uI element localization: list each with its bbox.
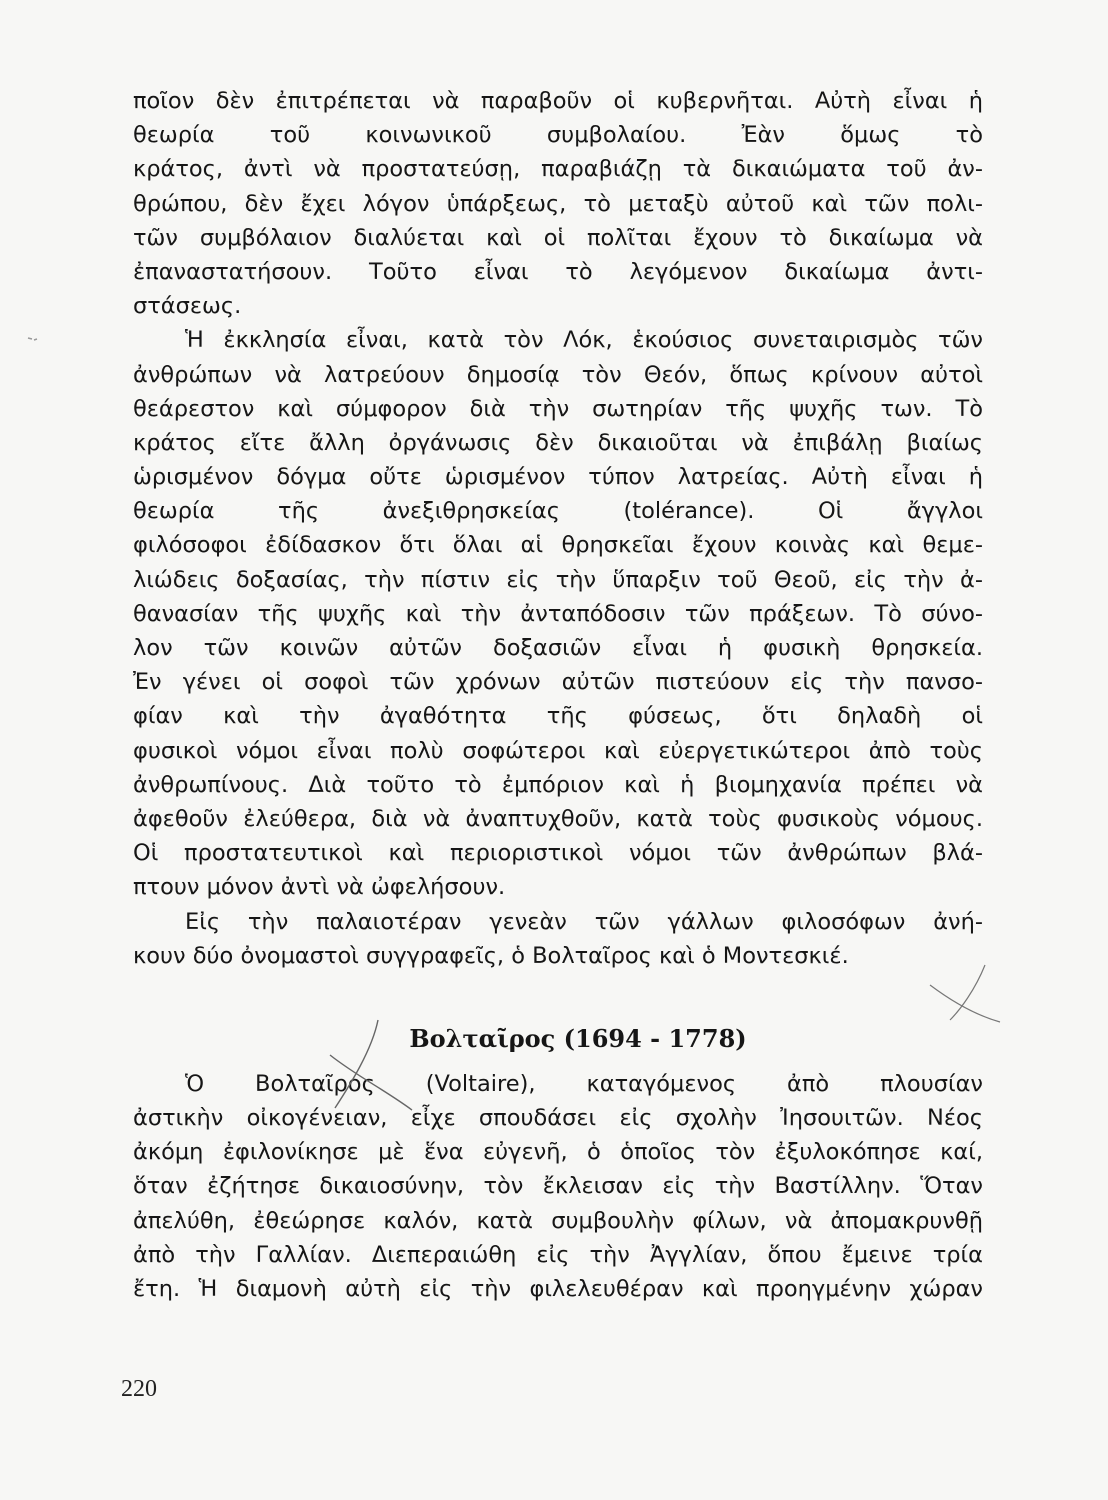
text-line: θεωρία τοῦ κοινωνικοῦ συμβολαίου. Ἐὰν ὅμως τὸ [133,122,983,149]
text-line: Ἐν γένει οἱ σοφοὶ τῶν χρόνων αὐτῶν πιστεύουν εἰς τὴν πανσο- [133,669,983,696]
section-gap [133,973,983,1011]
text-line: θεάρεστον καὶ σύμφορον διὰ τὴν σωτηρίαν τῆς ψυχῆς των. Τὸ [133,395,983,422]
paragraph-older-generation [133,905,983,973]
text-line: ἀπελύθη, ἐθεώρησε καλόν, κατὰ συμβουλὴν φίλων, νὰ ἀπομακρυνθῇ [133,1207,983,1234]
text-line: ἐπαναστατήσουν. Τοῦτο εἶναι τὸ λεγόμενον δικαίωμα ἀντι- [133,258,983,285]
text-line: στάσεως. [133,293,242,320]
text-line: λον τῶν κοινῶν αὐτῶν δοξασιῶν εἶναι ἡ φυσικὴ θρησκεία. [133,635,983,661]
page-number: 220 [121,1376,157,1402]
text-line: πτουν μόνον ἀντὶ νὰ ὠφελήσουν. [133,874,506,901]
text-line: θρώπου, δὲν ἔχει λόγον ὑπάρξεως, τὸ μεταξὺ αὐτοῦ καὶ τῶν πολι- [133,190,983,217]
text-line: ἔτη. Ἡ διαμονὴ αὐτὴ εἰς τὴν φιλελευθέραν καὶ προηγμένην χώραν [133,1276,983,1302]
text-line: κουν δύο ὀνομαστοὶ συγγραφεῖς, ὁ Βολταῖρος καὶ ὁ Μοντεσκιέ. [133,942,849,969]
text-line: ὅταν ἐζήτησε δικαιοσύνην, τὸν ἔκλεισαν εἰς τὴν Βαστίλλην. Ὅταν [133,1173,983,1200]
text-line: ἀνθρώπων νὰ λατρεύουν δημοσίᾳ τὸν Θεόν, ὅπως κρίνουν αὐτοὶ [133,361,983,388]
text-line: τῶν συμβόλαιον διαλύεται καὶ οἱ πολῖται ἔχουν τὸ δικαίωμα νὰ [133,224,983,251]
text-line: Οἱ προστατευτικοὶ καὶ περιοριστικοὶ νόμοι τῶν ἀνθρώπων βλά- [133,840,983,867]
text-line: θανασίαν τῆς ψυχῆς καὶ τὴν ἀνταπόδοσιν τῶν πράξεων. Τὸ σύνο- [133,600,983,627]
pencil-dots-margin [28,338,37,340]
text-line: θεωρία τῆς ἀνεξιθρησκείας (tolérance). Οἱ ἄγγλοι [133,498,983,525]
section-heading-voltaire: Βολταῖρος (1694 - 1778) [409,1023,747,1053]
text-line: κράτος, ἀντὶ νὰ προστατεύσῃ, παραβιάζῃ τὰ δικαιώματα τοῦ ἀν- [133,156,983,183]
text-line: κράτος εἴτε ἄλλη ὀργάνωσις δὲν δικαιοῦται νὰ ἐπιβάλῃ βιαίως [133,429,983,456]
text-line: λιώδεις δοξασίας, τὴν πίστιν εἰς τὴν ὕπαρξιν τοῦ Θεοῦ, εἰς τὴν ἀ- [133,566,983,593]
text-block [133,84,983,1306]
text-line: Εἰς τὴν παλαιοτέραν γενεὰν τῶν γάλλων φιλοσόφων ἀνή- [185,908,983,935]
paragraph-church-tolerance [133,323,983,904]
paragraph-social-contract [133,84,983,323]
text-line: ἀστικὴν οἰκογένειαν, εἶχε σπουδάσει εἰς σχολὴν Ἰησουιτῶν. Νέος [133,1105,983,1132]
text-line: ποῖον δὲν ἐπιτρέπεται νὰ παραβοῦν οἱ κυβερνῆται. Αὐτὴ εἶναι ἡ [133,88,983,114]
text-line: φιλόσοφοι ἐδίδασκον ὅτι ὅλαι αἱ θρησκεῖαι ἔχουν κοινὰς καὶ θεμε- [133,532,983,559]
text-line: Ὁ Βολταῖρος (Voltaire), καταγόμενος ἀπὸ πλουσίαν [185,1070,983,1097]
text-line: Ἡ ἐκκλησία εἶναι, κατὰ τὸν Λόκ, ἑκούσιος συνεταιρισμὸς τῶν [185,327,983,354]
text-line: ἀφεθοῦν ἐλεύθερα, διὰ νὰ ἀναπτυχθοῦν, κατὰ τοὺς φυσικοὺς νόμους. [133,805,983,832]
text-line: ἀνθρωπίνους. Διὰ τοῦτο τὸ ἐμπόριον καὶ ἡ βιομηχανία πρέπει νὰ [133,771,983,798]
text-line: φίαν καὶ τὴν ἀγαθότητα τῆς φύσεως, ὅτι δηλαδὴ οἱ [133,703,983,730]
text-line: ὡρισμένον δόγμα οὔτε ὡρισμένον τύπον λατρείας. Αὐτὴ εἶναι ἡ [133,464,983,491]
text-line: ἀπὸ τὴν Γαλλίαν. Διεπεραιώθη εἰς τὴν Ἀγγλίαν, ὅπου ἔμεινε τρία [133,1241,983,1268]
text-line: φυσικοὶ νόμοι εἶναι πολὺ σοφώτεροι καὶ εὐεργετικώτεροι ἀπὸ τοὺς [133,737,983,764]
paragraph-voltaire-bio [133,1067,983,1306]
text-line: ἀκόμη ἐφιλονίκησε μὲ ἕνα εὐγενῆ, ὁ ὁποῖος τὸν ἐξυλοκόπησε καί, [133,1139,983,1166]
